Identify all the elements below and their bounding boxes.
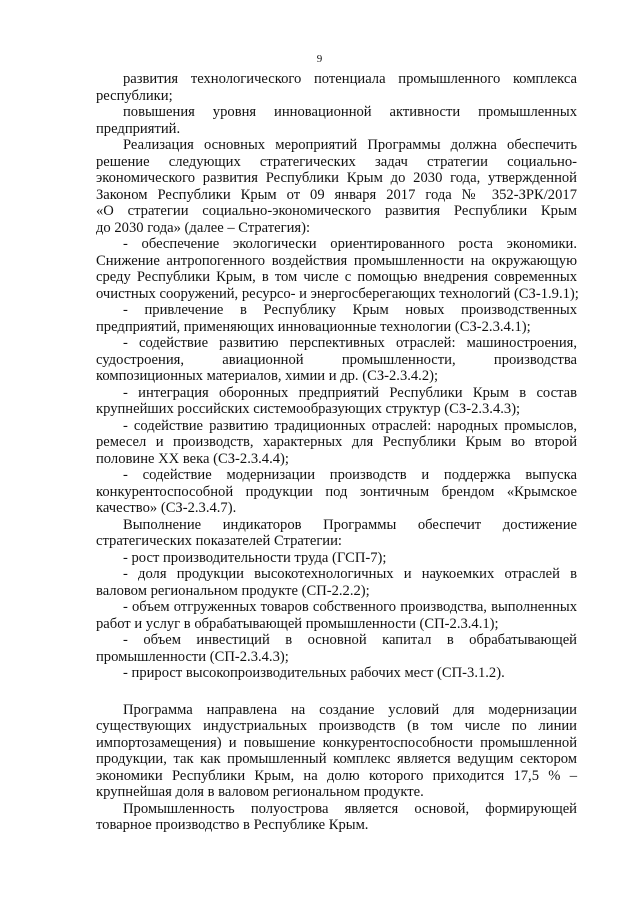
paragraph [96, 104, 577, 137]
text-line: очистных сооружений, ресурсо- и энергосберегающих технологий (СЗ-1.9.1); [96, 285, 579, 302]
text-line: экономического развития Республики Крым до 2030 года, утвержденной [96, 170, 577, 186]
text-line: Выполнение индикаторов Программы обеспечит достижение [123, 516, 577, 533]
text-line: Программа направлена на создание условий для модернизации [123, 701, 577, 718]
paragraph [96, 665, 577, 682]
text-line: - объем отгруженных товаров собственного производства, выполненных [123, 599, 577, 615]
paragraph [96, 137, 577, 236]
text-line: предприятий, применяющих инновационные технологии (СЗ-2.3.4.1); [96, 318, 531, 335]
text-line: ремесел и производств, характерных для Республики Крым во второй [96, 434, 577, 450]
paragraph-spacer [96, 682, 577, 702]
text-line: предприятий. [96, 120, 181, 137]
text-line: - интеграция оборонных предприятий Республики Крым в состав [123, 384, 577, 401]
text-line: - обеспечение экологически ориентированного роста экономики. [123, 236, 577, 252]
text-line: судостроения, авиационной промышленности, производства [96, 351, 577, 368]
text-line: Реализация основных мероприятий Программы должна обеспечить [123, 137, 577, 153]
paragraph [96, 302, 577, 335]
text-line: крупнейших российских системообразующих структур (СЗ-2.3.4.3); [96, 401, 521, 417]
text-line: композиционных материалов, химии и др. (СЗ-2.3.4.2); [96, 368, 439, 384]
text-line: существующих индустриальных производств (в том числе по линии [96, 718, 577, 734]
text-line: «О стратегии социально-экономического развития Республики Крым [96, 203, 577, 219]
paragraph [96, 467, 577, 517]
text-line: крупнейшая доля в валовом региональном продукте. [96, 784, 424, 800]
paragraph [96, 632, 577, 665]
text-line: - рост производительности труда (ГСП-7); [123, 549, 387, 566]
page-number: 9 [316, 53, 323, 65]
text-line: республики; [96, 87, 173, 104]
text-line: работ и услуг в обрабатывающей промышленности (СП-2.3.4.1); [96, 615, 499, 632]
text-line: повышения уровня инновационной активности промышленных [123, 104, 577, 120]
text-line: среду Республики Крым, в том числе с помощью внедрения современных [96, 269, 577, 285]
paragraph [96, 71, 577, 104]
text-line: продукции, так как промышленный комплекс является ведущим сектором [96, 751, 577, 767]
paragraph [96, 599, 577, 632]
text-line: до 2030 года» (далее – Стратегия): [96, 219, 311, 236]
text-line: Промышленность полуострова является основой, формирующей [123, 800, 577, 817]
text-line: развития технологического потенциала промышленного комплекса [123, 71, 577, 87]
text-line: половине XX века (СЗ-2.3.4.4); [96, 450, 289, 467]
text-line: Законом Республики Крым от 09 января 2017 года № 352-ЗРК/2017 [96, 186, 577, 203]
text-line: промышленности (СП-2.3.4.3); [96, 648, 289, 665]
paragraph [96, 385, 577, 418]
paragraph [96, 566, 577, 599]
paragraph [96, 801, 577, 834]
text-line: - содействие развитию традиционных отраслей: народных промыслов, [123, 417, 577, 434]
text-line: - прирост высокопроизводительных рабочих мест (СП-3.1.2). [123, 665, 505, 681]
text-line: - привлечение в Республику Крым новых производственных [123, 302, 577, 318]
text-line: - объем инвестиций в основной капитал в обрабатывающей [123, 632, 577, 648]
text-line: конкурентоспособной продукции под зонтичным брендом «Крымское [96, 483, 577, 500]
text-line: - содействие развитию перспективных отраслей: машиностроения, [123, 335, 577, 351]
paragraph [96, 517, 577, 550]
text-line: - содействие модернизации производств и поддержка выпуска [123, 467, 577, 483]
paragraph [96, 702, 577, 801]
paragraph [96, 335, 577, 385]
text-line: стратегических показателей Стратегии: [96, 533, 342, 549]
text-line: валовом региональном продукте (СП-2.2.2); [96, 582, 370, 599]
text-line: импортозамещения) и повышение конкурентоспособности промышленной [96, 734, 577, 751]
text-line: Снижение антропогенного воздействия промышленности на окружающую [96, 252, 577, 269]
paragraph [96, 418, 577, 468]
text-line: - доля продукции высокотехнологичных и наукоемких отраслей в [123, 566, 577, 582]
text-line: товарное производство в Республике Крым. [96, 817, 369, 833]
document-body [96, 71, 577, 834]
paragraph [96, 236, 577, 302]
text-line: экономики Республики Крым, на долю которого приходится 17,5 % – [96, 767, 577, 784]
text-line: качество» (СЗ-2.3.4.7). [96, 500, 237, 516]
paragraph [96, 550, 577, 567]
text-line: решение следующих стратегических задач стратегии социально- [96, 153, 577, 170]
